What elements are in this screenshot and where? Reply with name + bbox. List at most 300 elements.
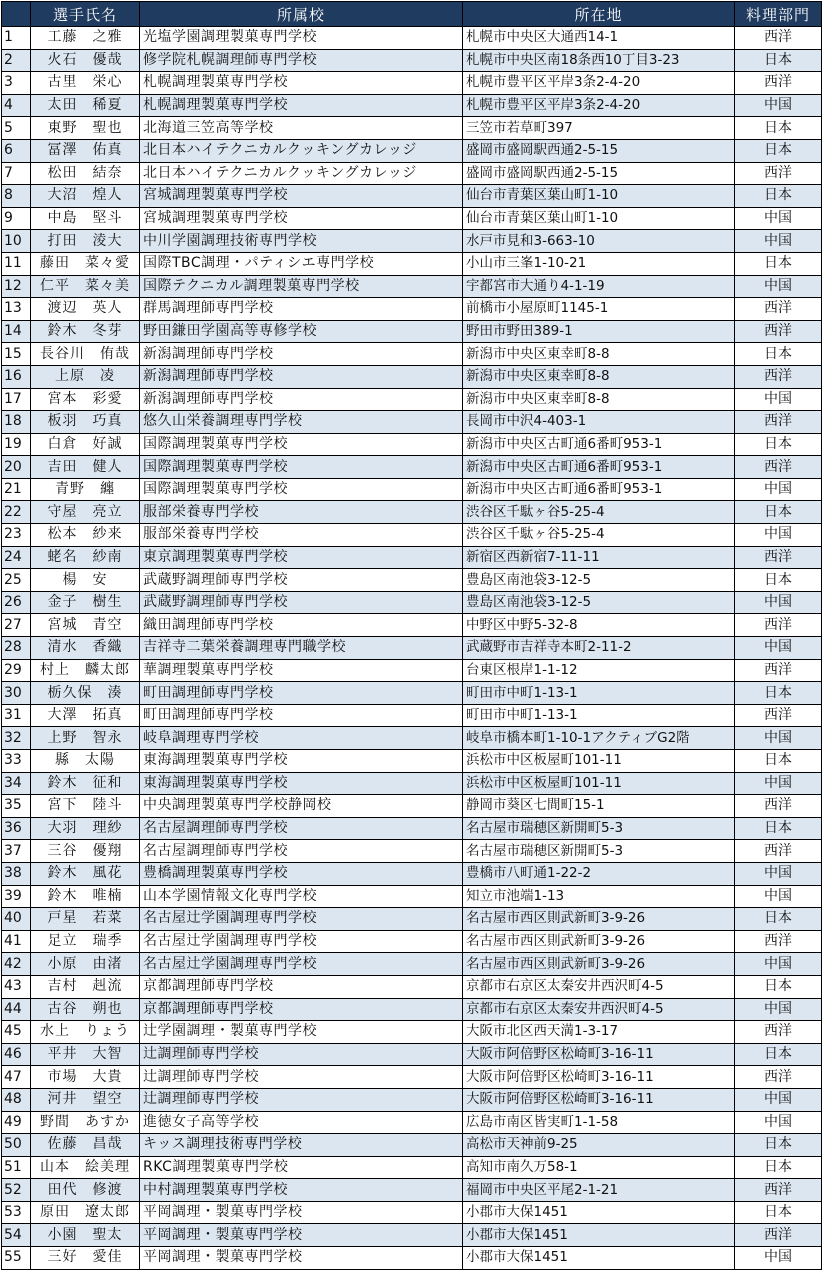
row-number: 54 (2, 1224, 31, 1247)
school-name: 宮城調理製菓専門学校 (140, 185, 463, 208)
row-number: 25 (2, 569, 31, 592)
contestant-name: 蛯名 紗南 (31, 546, 140, 569)
school-name: 華調理製菓専門学校 (140, 659, 463, 682)
school-address: 大阪市阿倍野区松崎町3-16-11 (463, 1043, 735, 1066)
school-name: 豊橋調理製菓専門学校 (140, 862, 463, 885)
school-name: 名古屋調理師専門学校 (140, 817, 463, 840)
row-number: 46 (2, 1043, 31, 1066)
cuisine-department: 日本 (735, 49, 822, 72)
school-name: 中川学園調理技術専門学校 (140, 230, 463, 253)
contestant-name: 小原 由渚 (31, 953, 140, 976)
row-number: 14 (2, 320, 31, 343)
contestant-name: 大澤 拓真 (31, 704, 140, 727)
table-row (2, 388, 822, 411)
row-number: 26 (2, 591, 31, 614)
school-name: 中村調理製菓専門学校 (140, 1179, 463, 1202)
table-row (2, 930, 822, 953)
contestant-name: 古里 栄心 (31, 72, 140, 95)
contestant-name: 冨澤 佑真 (31, 139, 140, 162)
school-name: 国際調理製菓専門学校 (140, 456, 463, 479)
school-address: 新潟市中央区東幸町8-8 (463, 365, 735, 388)
cuisine-department: 日本 (735, 343, 822, 366)
school-address: 小郡市大保1451 (463, 1201, 735, 1224)
cuisine-department: 中国 (735, 591, 822, 614)
school-name: 新潟調理師専門学校 (140, 388, 463, 411)
school-address: 札幌市豊平区平岸3条2-4-20 (463, 72, 735, 95)
row-number: 33 (2, 750, 31, 773)
table-row (2, 162, 822, 185)
school-address: 武蔵野市吉祥寺本町2-11-2 (463, 637, 735, 660)
row-number: 39 (2, 885, 31, 908)
school-name: 北海道三笠高等学校 (140, 117, 463, 140)
cuisine-department: 中国 (735, 998, 822, 1021)
row-number: 3 (2, 72, 31, 95)
cuisine-department: 中国 (735, 524, 822, 547)
contestant-name: 松田 結奈 (31, 162, 140, 185)
cuisine-department: 中国 (735, 637, 822, 660)
row-number: 31 (2, 704, 31, 727)
school-name: 札幌調理製菓専門学校 (140, 94, 463, 117)
school-name: 北日本ハイテクニカルクッキングカレッジ (140, 139, 463, 162)
school-name: RKC調理製菓専門学校 (140, 1156, 463, 1179)
row-number: 37 (2, 840, 31, 863)
cuisine-department: 日本 (735, 1156, 822, 1179)
cuisine-department: 中国 (735, 885, 822, 908)
school-name: 東京調理製菓専門学校 (140, 546, 463, 569)
contestant-name: 吉田 健人 (31, 456, 140, 479)
table-row (2, 862, 822, 885)
table-row (2, 885, 822, 908)
school-address: 福岡市中央区平尾2-1-21 (463, 1179, 735, 1202)
table-row (2, 772, 822, 795)
school-address: 渋谷区千駄ヶ谷5-25-4 (463, 524, 735, 547)
table-row (2, 1134, 822, 1157)
table-row (2, 433, 822, 456)
cuisine-department: 中国 (735, 1088, 822, 1111)
table-row (2, 795, 822, 818)
row-number: 34 (2, 772, 31, 795)
table-row (2, 230, 822, 253)
row-number: 27 (2, 614, 31, 637)
school-address: 新潟市中央区東幸町8-8 (463, 343, 735, 366)
cuisine-department: 中国 (735, 862, 822, 885)
cuisine-department: 日本 (735, 1201, 822, 1224)
contestant-name: 三好 愛佳 (31, 1247, 140, 1270)
school-name: 国際調理製菓専門学校 (140, 478, 463, 501)
contestant-name: 上野 智永 (31, 727, 140, 750)
row-number: 44 (2, 998, 31, 1021)
cuisine-department: 西洋 (735, 840, 822, 863)
row-number: 35 (2, 795, 31, 818)
cuisine-department: 西洋 (735, 1066, 822, 1089)
table-row (2, 1156, 822, 1179)
table-row (2, 637, 822, 660)
school-name: 名古屋辻学園調理専門学校 (140, 930, 463, 953)
row-number: 49 (2, 1111, 31, 1134)
contestant-name: 三谷 優翔 (31, 840, 140, 863)
contestant-name: 栃久保 湊 (31, 682, 140, 705)
school-address: 豊島区南池袋3-12-5 (463, 591, 735, 614)
cuisine-department: 中国 (735, 1111, 822, 1134)
cuisine-department: 西洋 (735, 614, 822, 637)
cuisine-department: 西洋 (735, 1179, 822, 1202)
table-row (2, 727, 822, 750)
school-address: 新潟市中央区古町通6番町953-1 (463, 433, 735, 456)
table-row (2, 72, 822, 95)
row-number: 12 (2, 275, 31, 298)
school-name: 武蔵野調理師専門学校 (140, 569, 463, 592)
table-row (2, 1201, 822, 1224)
contestant-name: 宮本 彩愛 (31, 388, 140, 411)
school-address: 長岡市中沢4-403-1 (463, 411, 735, 434)
cuisine-department: 日本 (735, 501, 822, 524)
contestant-name: 鈴木 冬芽 (31, 320, 140, 343)
school-address: 広島市南区皆実町1-1-58 (463, 1111, 735, 1134)
contestant-name: 打田 淩大 (31, 230, 140, 253)
school-address: 新潟市中央区東幸町8-8 (463, 388, 735, 411)
header-school: 所属校 (140, 2, 463, 27)
school-name: 辻調理師専門学校 (140, 1066, 463, 1089)
school-name: 東海調理製菓専門学校 (140, 750, 463, 773)
row-number: 13 (2, 298, 31, 321)
table-row (2, 27, 822, 50)
row-number: 6 (2, 139, 31, 162)
contestant-name: 古谷 朔也 (31, 998, 140, 1021)
table-row (2, 817, 822, 840)
row-number: 43 (2, 975, 31, 998)
row-number: 2 (2, 49, 31, 72)
school-address: 豊橋市八町通1-22-2 (463, 862, 735, 885)
table-row (2, 591, 822, 614)
school-address: 新宿区西新宿7-11-11 (463, 546, 735, 569)
table-row (2, 1111, 822, 1134)
row-number: 7 (2, 162, 31, 185)
school-name: 新潟調理師専門学校 (140, 343, 463, 366)
contestant-name: 仁平 菜々美 (31, 275, 140, 298)
table-row (2, 546, 822, 569)
row-number: 4 (2, 94, 31, 117)
school-address: 新潟市中央区古町通6番町953-1 (463, 478, 735, 501)
cuisine-department: 日本 (735, 117, 822, 140)
school-name: 辻調理師専門学校 (140, 1043, 463, 1066)
table-row (2, 524, 822, 547)
contestant-name: 白倉 好誠 (31, 433, 140, 456)
table-row (2, 975, 822, 998)
contestant-name: 鈴木 唯楠 (31, 885, 140, 908)
school-address: 水戸市見和3-663-10 (463, 230, 735, 253)
row-number: 30 (2, 682, 31, 705)
school-name: 名古屋調理師専門学校 (140, 840, 463, 863)
school-address: 名古屋市西区則武新町3-9-26 (463, 953, 735, 976)
school-address: 新潟市中央区古町通6番町953-1 (463, 456, 735, 479)
school-address: 札幌市中央区南18条西10丁目3-23 (463, 49, 735, 72)
school-name: 修学院札幌調理師専門学校 (140, 49, 463, 72)
school-name: 名古屋辻学園調理専門学校 (140, 953, 463, 976)
school-name: 町田調理師専門学校 (140, 682, 463, 705)
row-number: 18 (2, 411, 31, 434)
school-name: 群馬調理師専門学校 (140, 298, 463, 321)
cuisine-department: 西洋 (735, 298, 822, 321)
school-name: 光塩学園調理製菓専門学校 (140, 27, 463, 50)
table-row (2, 998, 822, 1021)
row-number: 45 (2, 1021, 31, 1044)
school-address: 札幌市中央区大通西14-1 (463, 27, 735, 50)
school-address: 野田市野田389-1 (463, 320, 735, 343)
cuisine-department: 日本 (735, 433, 822, 456)
cuisine-department: 中国 (735, 727, 822, 750)
table-row (2, 750, 822, 773)
contestant-name: 原田 遼太郎 (31, 1201, 140, 1224)
cuisine-department: 日本 (735, 252, 822, 275)
contestant-name: 青野 纏 (31, 478, 140, 501)
header-dept: 料理部門 (735, 2, 822, 27)
table-row (2, 49, 822, 72)
school-address: 大阪市阿倍野区松崎町3-16-11 (463, 1088, 735, 1111)
contestant-name: 工藤 之雅 (31, 27, 140, 50)
school-address: 町田市中町1-13-1 (463, 682, 735, 705)
table-row (2, 953, 822, 976)
table-row (2, 1066, 822, 1089)
school-address: 渋谷区千駄ヶ谷5-25-4 (463, 501, 735, 524)
row-number: 41 (2, 930, 31, 953)
header-no (2, 2, 31, 27)
school-address: 盛岡市盛岡駅西通2-5-15 (463, 139, 735, 162)
school-name: 悠久山栄養調理専門学校 (140, 411, 463, 434)
contestant-name: 大沼 煌人 (31, 185, 140, 208)
row-number: 20 (2, 456, 31, 479)
row-number: 10 (2, 230, 31, 253)
school-name: 服部栄養専門学校 (140, 501, 463, 524)
cuisine-department: 西洋 (735, 659, 822, 682)
school-address: 京都市右京区太秦安井西沢町4-5 (463, 998, 735, 1021)
school-address: 知立市池端1-13 (463, 885, 735, 908)
school-address: 中野区中野5-32-8 (463, 614, 735, 637)
contestant-name: 戸星 若菜 (31, 908, 140, 931)
table-row (2, 139, 822, 162)
cuisine-department: 西洋 (735, 72, 822, 95)
school-address: 盛岡市盛岡駅西通2-5-15 (463, 162, 735, 185)
header-row (2, 2, 822, 27)
table-row (2, 682, 822, 705)
row-number: 15 (2, 343, 31, 366)
school-name: 辻学園調理・製菓専門学校 (140, 1021, 463, 1044)
contestant-name: 楊 安 (31, 569, 140, 592)
school-address: 前橋市小屋原町1145-1 (463, 298, 735, 321)
row-number: 32 (2, 727, 31, 750)
cuisine-department: 西洋 (735, 162, 822, 185)
school-address: 岐阜市橋本町1-10-1アクティブG2階 (463, 727, 735, 750)
school-name: 平岡調理・製菓専門学校 (140, 1247, 463, 1270)
school-address: 名古屋市瑞穂区新開町5-3 (463, 817, 735, 840)
row-number: 24 (2, 546, 31, 569)
school-name: 新潟調理師専門学校 (140, 365, 463, 388)
school-name: 進徳女子高等学校 (140, 1111, 463, 1134)
table-row (2, 117, 822, 140)
header-address: 所在地 (463, 2, 735, 27)
cuisine-department: 日本 (735, 1134, 822, 1157)
cuisine-department: 中国 (735, 478, 822, 501)
participants-table (1, 1, 822, 1270)
school-address: 三笠市若草町397 (463, 117, 735, 140)
cuisine-department: 日本 (735, 569, 822, 592)
cuisine-department: 中国 (735, 1247, 822, 1270)
contestant-name: 松本 紗来 (31, 524, 140, 547)
contestant-name: 平井 大智 (31, 1043, 140, 1066)
school-address: 高知市南久万58-1 (463, 1156, 735, 1179)
school-name: 京都調理師専門学校 (140, 975, 463, 998)
cuisine-department: 日本 (735, 817, 822, 840)
school-name: 国際テクニカル調理製菓専門学校 (140, 275, 463, 298)
header-name: 選手氏名 (31, 2, 140, 27)
row-number: 9 (2, 207, 31, 230)
contestant-name: 足立 瑞季 (31, 930, 140, 953)
cuisine-department: 西洋 (735, 930, 822, 953)
school-address: 名古屋市西区則武新町3-9-26 (463, 930, 735, 953)
contestant-name: 渡辺 英人 (31, 298, 140, 321)
contestant-name: 田代 修渡 (31, 1179, 140, 1202)
contestant-name: 宮城 青空 (31, 614, 140, 637)
cuisine-department: 中国 (735, 772, 822, 795)
row-number: 11 (2, 252, 31, 275)
cuisine-department: 中国 (735, 388, 822, 411)
school-address: 小郡市大保1451 (463, 1224, 735, 1247)
table-row (2, 185, 822, 208)
contestant-name: 板羽 巧真 (31, 411, 140, 434)
school-address: 小山市三峯1-10-21 (463, 252, 735, 275)
school-name: 服部栄養専門学校 (140, 524, 463, 547)
school-address: 浜松市中区板屋町101-11 (463, 750, 735, 773)
school-name: 平岡調理・製菓専門学校 (140, 1224, 463, 1247)
table-row (2, 94, 822, 117)
table-row (2, 614, 822, 637)
contestant-name: 鈴木 征和 (31, 772, 140, 795)
school-address: 仙台市青葉区葉山町1-10 (463, 185, 735, 208)
school-name: 織田調理師専門学校 (140, 614, 463, 637)
school-address: 豊島区南池袋3-12-5 (463, 569, 735, 592)
contestant-name: 縣 太陽 (31, 750, 140, 773)
cuisine-department: 中国 (735, 207, 822, 230)
row-number: 40 (2, 908, 31, 931)
row-number: 55 (2, 1247, 31, 1270)
row-number: 1 (2, 27, 31, 50)
cuisine-department: 西洋 (735, 456, 822, 479)
contestant-name: 金子 樹生 (31, 591, 140, 614)
row-number: 42 (2, 953, 31, 976)
cuisine-department: 西洋 (735, 546, 822, 569)
row-number: 47 (2, 1066, 31, 1089)
cuisine-department: 中国 (735, 275, 822, 298)
school-address: 静岡市葵区七間町15-1 (463, 795, 735, 818)
school-name: 札幌調理製菓専門学校 (140, 72, 463, 95)
row-number: 48 (2, 1088, 31, 1111)
school-name: 山本学園情報文化専門学校 (140, 885, 463, 908)
table-row (2, 1179, 822, 1202)
school-address: 名古屋市瑞穂区新開町5-3 (463, 840, 735, 863)
contestant-name: 河井 望空 (31, 1088, 140, 1111)
cuisine-department: 日本 (735, 750, 822, 773)
row-number: 50 (2, 1134, 31, 1157)
contestant-name: 太田 稀夏 (31, 94, 140, 117)
contestant-name: 宮下 陸斗 (31, 795, 140, 818)
school-address: 大阪市北区西天満1-3-17 (463, 1021, 735, 1044)
table-row (2, 659, 822, 682)
contestant-name: 市場 大貴 (31, 1066, 140, 1089)
cuisine-department: 日本 (735, 975, 822, 998)
cuisine-department: 中国 (735, 230, 822, 253)
table-body (2, 27, 822, 1270)
school-address: 高松市天神前9-25 (463, 1134, 735, 1157)
contestant-name: 中島 堅斗 (31, 207, 140, 230)
cuisine-department: 西洋 (735, 1021, 822, 1044)
school-name: 岐阜調理専門学校 (140, 727, 463, 750)
table-row (2, 1021, 822, 1044)
contestant-name: 藤田 菜々愛 (31, 252, 140, 275)
contestant-name: 長谷川 侑哉 (31, 343, 140, 366)
row-number: 23 (2, 524, 31, 547)
row-number: 5 (2, 117, 31, 140)
table-row (2, 320, 822, 343)
table-row (2, 840, 822, 863)
school-name: キッス調理技術専門学校 (140, 1134, 463, 1157)
table-row (2, 411, 822, 434)
table-row (2, 1043, 822, 1066)
row-number: 21 (2, 478, 31, 501)
table-row (2, 298, 822, 321)
cuisine-department: 日本 (735, 1043, 822, 1066)
cuisine-department: 西洋 (735, 320, 822, 343)
contestant-name: 山本 絵美理 (31, 1156, 140, 1179)
contestant-name: 守屋 亮立 (31, 501, 140, 524)
school-address: 宇都宮市大通り4-1-19 (463, 275, 735, 298)
contestant-name: 吉村 赳流 (31, 975, 140, 998)
contestant-name: 野間 あすか (31, 1111, 140, 1134)
school-address: 大阪市阿倍野区松崎町3-16-11 (463, 1066, 735, 1089)
row-number: 17 (2, 388, 31, 411)
cuisine-department: 日本 (735, 908, 822, 931)
row-number: 53 (2, 1201, 31, 1224)
school-name: 京都調理師専門学校 (140, 998, 463, 1021)
cuisine-department: 中国 (735, 94, 822, 117)
cuisine-department: 中国 (735, 953, 822, 976)
table-row (2, 343, 822, 366)
cuisine-department: 西洋 (735, 365, 822, 388)
school-address: 浜松市中区板屋町101-11 (463, 772, 735, 795)
table-header (2, 2, 822, 27)
school-name: 平岡調理・製菓専門学校 (140, 1201, 463, 1224)
row-number: 36 (2, 817, 31, 840)
row-number: 29 (2, 659, 31, 682)
school-name: 辻調理師専門学校 (140, 1088, 463, 1111)
school-address: 小郡市大保1451 (463, 1247, 735, 1270)
cuisine-department: 西洋 (735, 795, 822, 818)
school-name: 武蔵野調理師専門学校 (140, 591, 463, 614)
row-number: 28 (2, 637, 31, 660)
table-row (2, 1247, 822, 1270)
contestant-name: 清水 香織 (31, 637, 140, 660)
cuisine-department: 西洋 (735, 704, 822, 727)
table-row (2, 569, 822, 592)
row-number: 52 (2, 1179, 31, 1202)
school-name: 国際調理製菓専門学校 (140, 433, 463, 456)
contestant-name: 村上 麟太郎 (31, 659, 140, 682)
school-address: 仙台市青葉区葉山町1-10 (463, 207, 735, 230)
table-row (2, 501, 822, 524)
table-row (2, 1224, 822, 1247)
cuisine-department: 日本 (735, 682, 822, 705)
row-number: 51 (2, 1156, 31, 1179)
row-number: 38 (2, 862, 31, 885)
cuisine-department: 西洋 (735, 1224, 822, 1247)
